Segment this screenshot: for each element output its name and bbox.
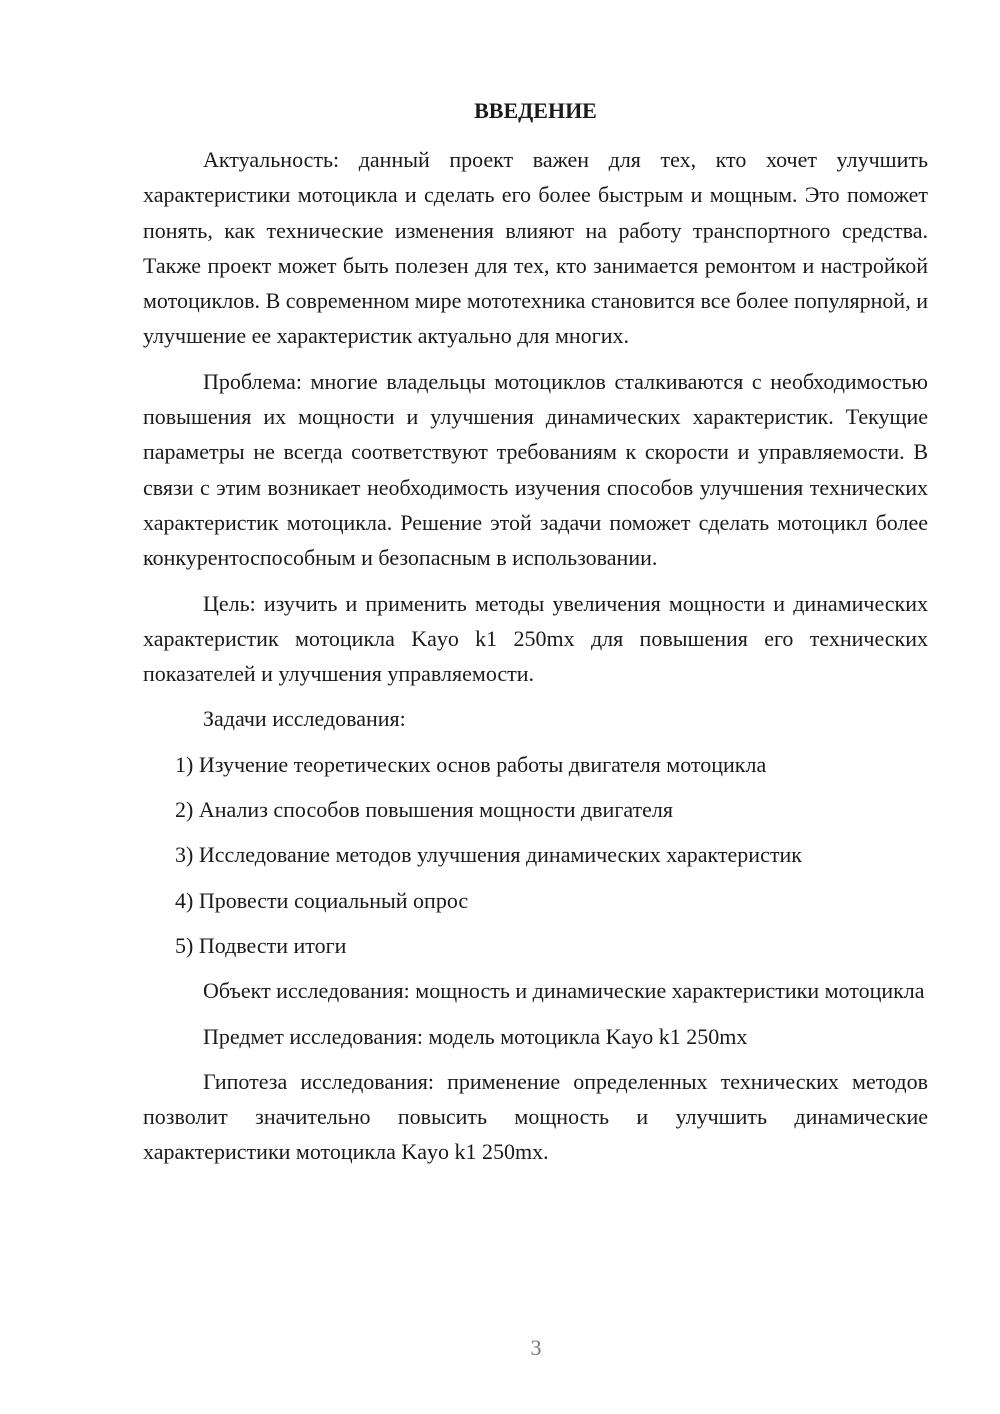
tasks-list [143,747,928,963]
task-item: 4) Провести социальный опрос [175,887,469,913]
hypothesis-paragraph: Гипотеза исследования: применение определенных технических методов позволит значительно повысить мощность и улучшить динамические характеристики мотоцикла Kayo k1 250mx. [143,1068,928,1165]
subject-paragraph: Предмет исследования: модель мотоцикла Kayo k1 250mx [203,1023,748,1049]
problem-paragraph: Проблема: многие владельцы мотоциклов сталкиваются с необходимостью повышения их мощности и улучшения динамических характеристик. Текущие параметры не всегда соответствуют требованиям к скорости и управляемости. В связи с этим возникает необходимость изучения способов улучшения технических характеристик мотоцикла. Решение этой задачи поможет сделать мотоцикл более конкурентоспособным и безопасным в использовании. [143,368,928,571]
tasks-title: Задачи исследования: [203,706,406,732]
task-item: 5) Подвести итоги [175,932,347,958]
page-number: 3 [530,1335,542,1360]
task-item: 1) Изучение теоретических основ работы двигателя мотоцикла [175,751,767,777]
object-paragraph: Объект исследования: мощность и динамические характеристики мотоцикла [203,978,925,1004]
task-item: 2) Анализ способов повышения мощности двигателя [175,797,674,823]
body-text [143,142,928,1180]
goal-paragraph: Цель: изучить и применить методы увеличения мощности и динамических характеристик мотоцикла Kayo k1 250mx для повышения его технических показателей и улучшения управляемости. [143,590,928,687]
task-item: 3) Исследование методов улучшения динамических характеристик [175,842,802,868]
relevance-paragraph: Актуальность: данный проект важен для тех, кто хочет улучшить характеристики мотоцикла и сделать его более быстрым и мощным. Это поможет понять, как технические изменения влияют на работу транспортного средства. Также проект может быть полезен для тех, кто занимается ремонтом и настройкой мотоциклов. В современном мире мототехника становится все более популярной, и улучшение ее характеристик актуально для многих. [143,147,928,349]
section-heading: ВВЕДЕНИЕ [474,98,597,123]
